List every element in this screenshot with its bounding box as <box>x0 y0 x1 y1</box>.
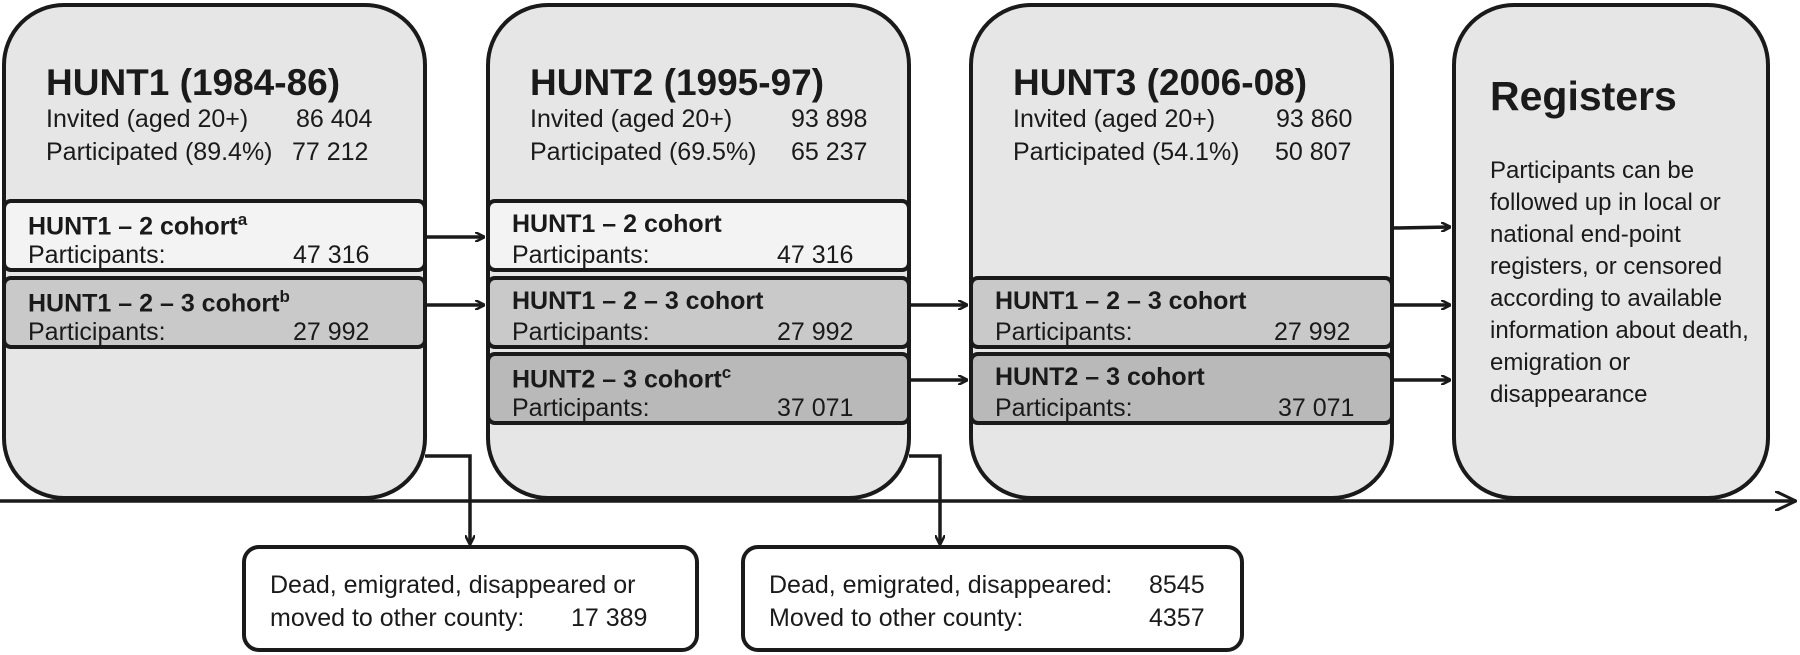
participants-value: 37 071 <box>1278 394 1355 422</box>
cohort-name: HUNT2 – 3 cohort$^c$ <box>512 363 732 394</box>
participants-label: Participants: <box>512 241 650 269</box>
hunt3-cohort-23 <box>969 352 1394 425</box>
invited-label: Invited (aged 20+) <box>46 105 249 133</box>
participants-value: 47 316 <box>777 241 854 269</box>
participants-label: Participants: <box>512 318 650 346</box>
loss-line-2-label: moved to other county: <box>270 604 525 632</box>
participants-label: Participants: <box>28 318 166 346</box>
participated-label: Participated (54.1%) <box>1013 138 1240 166</box>
loss-line-1: Dead, emigrated, disappeared or <box>270 571 636 599</box>
footnote-marker: a <box>237 210 248 229</box>
hunt3-panel <box>969 3 1394 500</box>
hunt1-cohort-12 <box>2 199 427 272</box>
cohort-name: HUNT1 – 2 – 3 cohort$^b$ <box>28 287 290 318</box>
hunt2-cohort-123 <box>486 276 911 349</box>
invited-row <box>46 105 373 134</box>
invited-label: Invited (aged 20+) <box>1013 105 1216 133</box>
participants-value: 27 992 <box>1274 318 1351 346</box>
invited-row <box>1013 105 1353 134</box>
loss-line-2-label: Moved to other county: <box>769 604 1024 632</box>
invited-value: 93 860 <box>1276 105 1353 133</box>
footnote-marker: c <box>721 363 732 382</box>
participants-value: 27 992 <box>777 318 854 346</box>
participated-value: 77 212 <box>292 138 369 166</box>
cohort-name: HUNT1 – 2 – 3 cohort <box>512 287 764 315</box>
hunt2-cohort-12 <box>486 199 911 272</box>
loss-line-1-value: 8545 <box>1149 571 1205 599</box>
loss-line-1-label: Dead, emigrated, disappeared: <box>769 571 1113 599</box>
participants-label: Participants: <box>995 394 1133 422</box>
hunt2-loss-box <box>741 545 1244 652</box>
hunt1-cohort-123 <box>2 276 427 349</box>
invited-value: 86 404 <box>296 105 373 133</box>
cohort-name: HUNT2 – 3 cohort <box>995 363 1205 391</box>
footnote-marker: b <box>279 287 290 306</box>
loss-line-2-value: 17 389 <box>571 604 648 632</box>
participants-value: 27 992 <box>293 318 370 346</box>
hunt3-cohort-123 <box>969 276 1394 349</box>
participants-value: 47 316 <box>293 241 370 269</box>
participated-row <box>1013 138 1352 167</box>
registers-text: Participants can be followed up in local or national end-point registers, or censored according to available information about death, emigration or disappearance <box>1490 157 1749 408</box>
participants-label: Participants: <box>995 318 1133 346</box>
hunt2-cohort-23 <box>486 352 911 425</box>
cohort-name: HUNT1 – 2 cohort$^a$ <box>28 210 248 241</box>
participated-value: 50 807 <box>1275 138 1352 166</box>
hunt1-loss-box <box>242 545 699 652</box>
registers-panel <box>1452 3 1770 500</box>
registers-title: Registers <box>1490 73 1677 119</box>
panel-title: HUNT2 (1995-97) <box>530 62 825 103</box>
cohort-name: HUNT1 – 2 – 3 cohort <box>995 287 1247 315</box>
participants-label: Participants: <box>512 394 650 422</box>
invited-label: Invited (aged 20+) <box>530 105 733 133</box>
participated-label: Participated (69.5%) <box>530 138 757 166</box>
participated-row <box>46 138 369 167</box>
panel-title: HUNT1 (1984-86) <box>46 62 341 103</box>
participated-label: Participated (89.4%) <box>46 138 273 166</box>
panel-title: HUNT3 (2006-08) <box>1013 62 1308 103</box>
invited-value: 93 898 <box>791 105 868 133</box>
invited-row <box>530 105 868 134</box>
participated-row <box>530 138 868 167</box>
participants-label: Participants: <box>28 241 166 269</box>
loss-line-2-value: 4357 <box>1149 604 1205 632</box>
arrow-p3-registers-1 <box>1394 227 1450 228</box>
cohort-name: HUNT1 – 2 cohort <box>512 210 722 238</box>
participated-value: 65 237 <box>791 138 868 166</box>
participants-value: 37 071 <box>777 394 854 422</box>
